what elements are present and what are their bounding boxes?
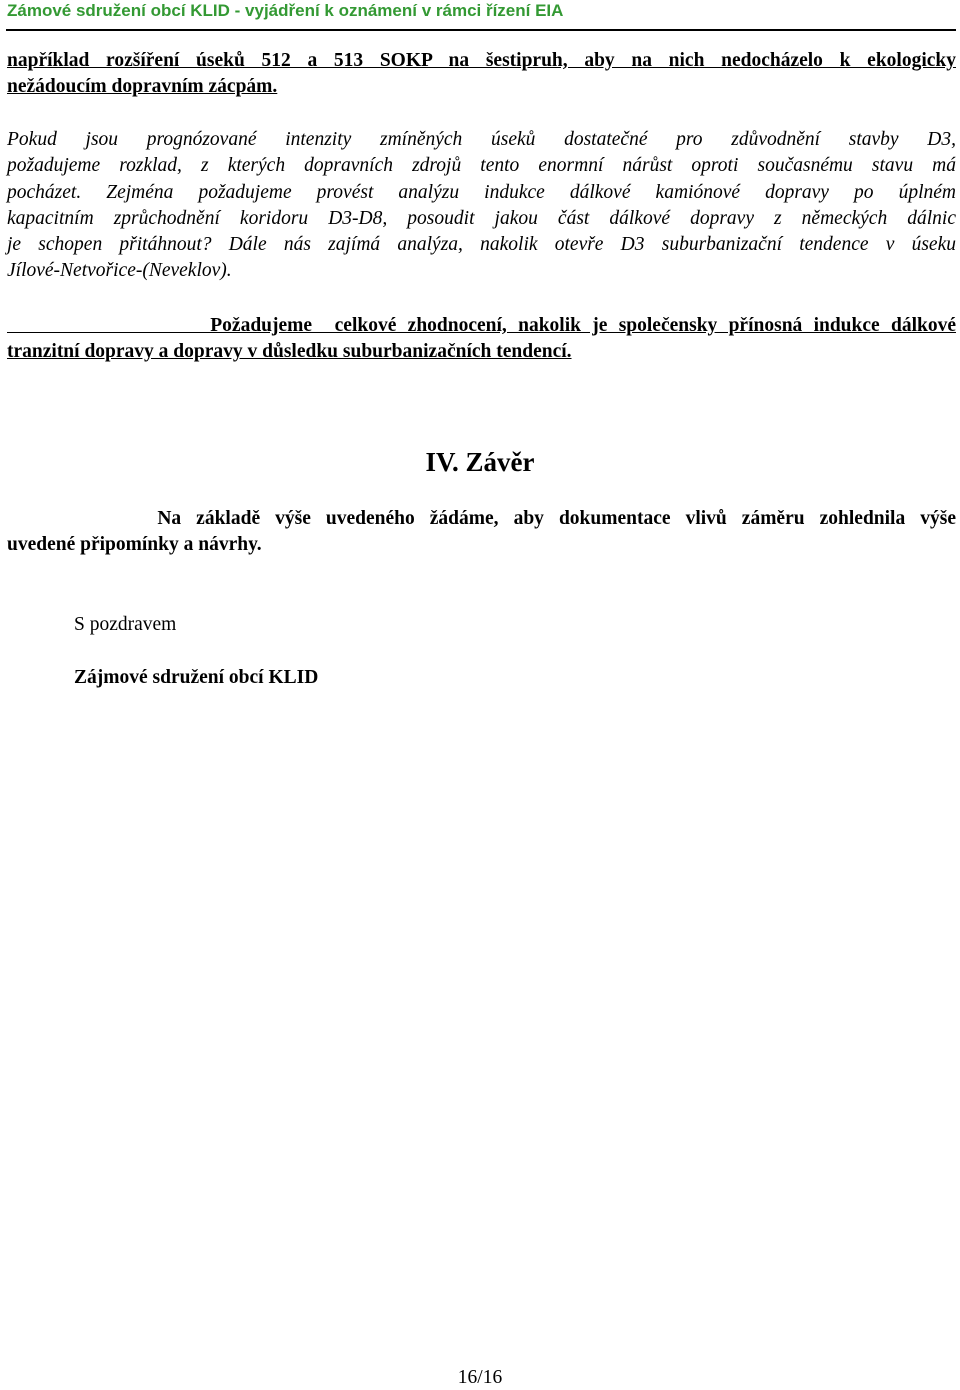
paragraph-line: uvedené připomínky a návrhy. bbox=[7, 534, 262, 556]
section-heading-conclusion: IV. Závěr bbox=[425, 447, 535, 477]
paragraph-conclusion bbox=[7, 506, 956, 559]
paragraph-traffic-analysis bbox=[7, 127, 956, 285]
paragraph-overall-assessment bbox=[7, 313, 956, 366]
closing-signature: Zájmové sdružení obcí KLID bbox=[74, 667, 319, 688]
paragraph-line: Na základě výše uvedeného žádáme, aby dokumentace vlivů záměru zohlednila výše bbox=[7, 508, 956, 529]
paragraph-line: Jílové-Netvořice-(Neveklov). bbox=[7, 260, 232, 282]
paragraph-widening-sokp bbox=[7, 48, 956, 101]
document-header-title: Zámové sdružení obcí KLID - vyjádření k oznámení v rámci řízení EIA bbox=[7, 1, 564, 20]
paragraph-line: nežádoucím dopravním zácpám. bbox=[7, 76, 278, 98]
paragraph-line: kapacitním zprůchodnění koridoru D3-D8, posoudit jakou část dálkové dopravy z německých dálnic bbox=[7, 207, 956, 229]
page-number: 16/16 bbox=[457, 1367, 503, 1388]
paragraph-line: je schopen přitáhnout? Dále nás zajímá analýza, nakolik otevře D3 suburbanizační tendence v úseku bbox=[7, 234, 956, 256]
paragraph-line: tranzitní dopravy a dopravy v důsledku suburbanizačních tendencí. bbox=[7, 341, 572, 363]
paragraph-line: například rozšíření úseků 512 a 513 SOKP na šestipruh, aby na nich nedocházelo k ekologicky bbox=[7, 50, 956, 71]
header-divider bbox=[6, 29, 956, 31]
paragraph-line: požadujeme rozklad, z kterých dopravních zdrojů tento enormní nárůst oproti současnému stavu má bbox=[7, 155, 956, 177]
paragraph-line: Požadujeme celkové zhodnocení, nakolik je společensky přínosná indukce dálkové bbox=[7, 315, 956, 336]
closing-greeting: S pozdravem bbox=[74, 614, 177, 635]
paragraph-line: pocházet. Zejména požadujeme provést analýzu indukce dálkové kamiónové dopravy po úplném bbox=[7, 181, 956, 203]
paragraph-line: Pokud jsou prognózované intenzity zmíněných úseků dostatečné pro zdůvodnění stavby D3, bbox=[7, 129, 956, 150]
